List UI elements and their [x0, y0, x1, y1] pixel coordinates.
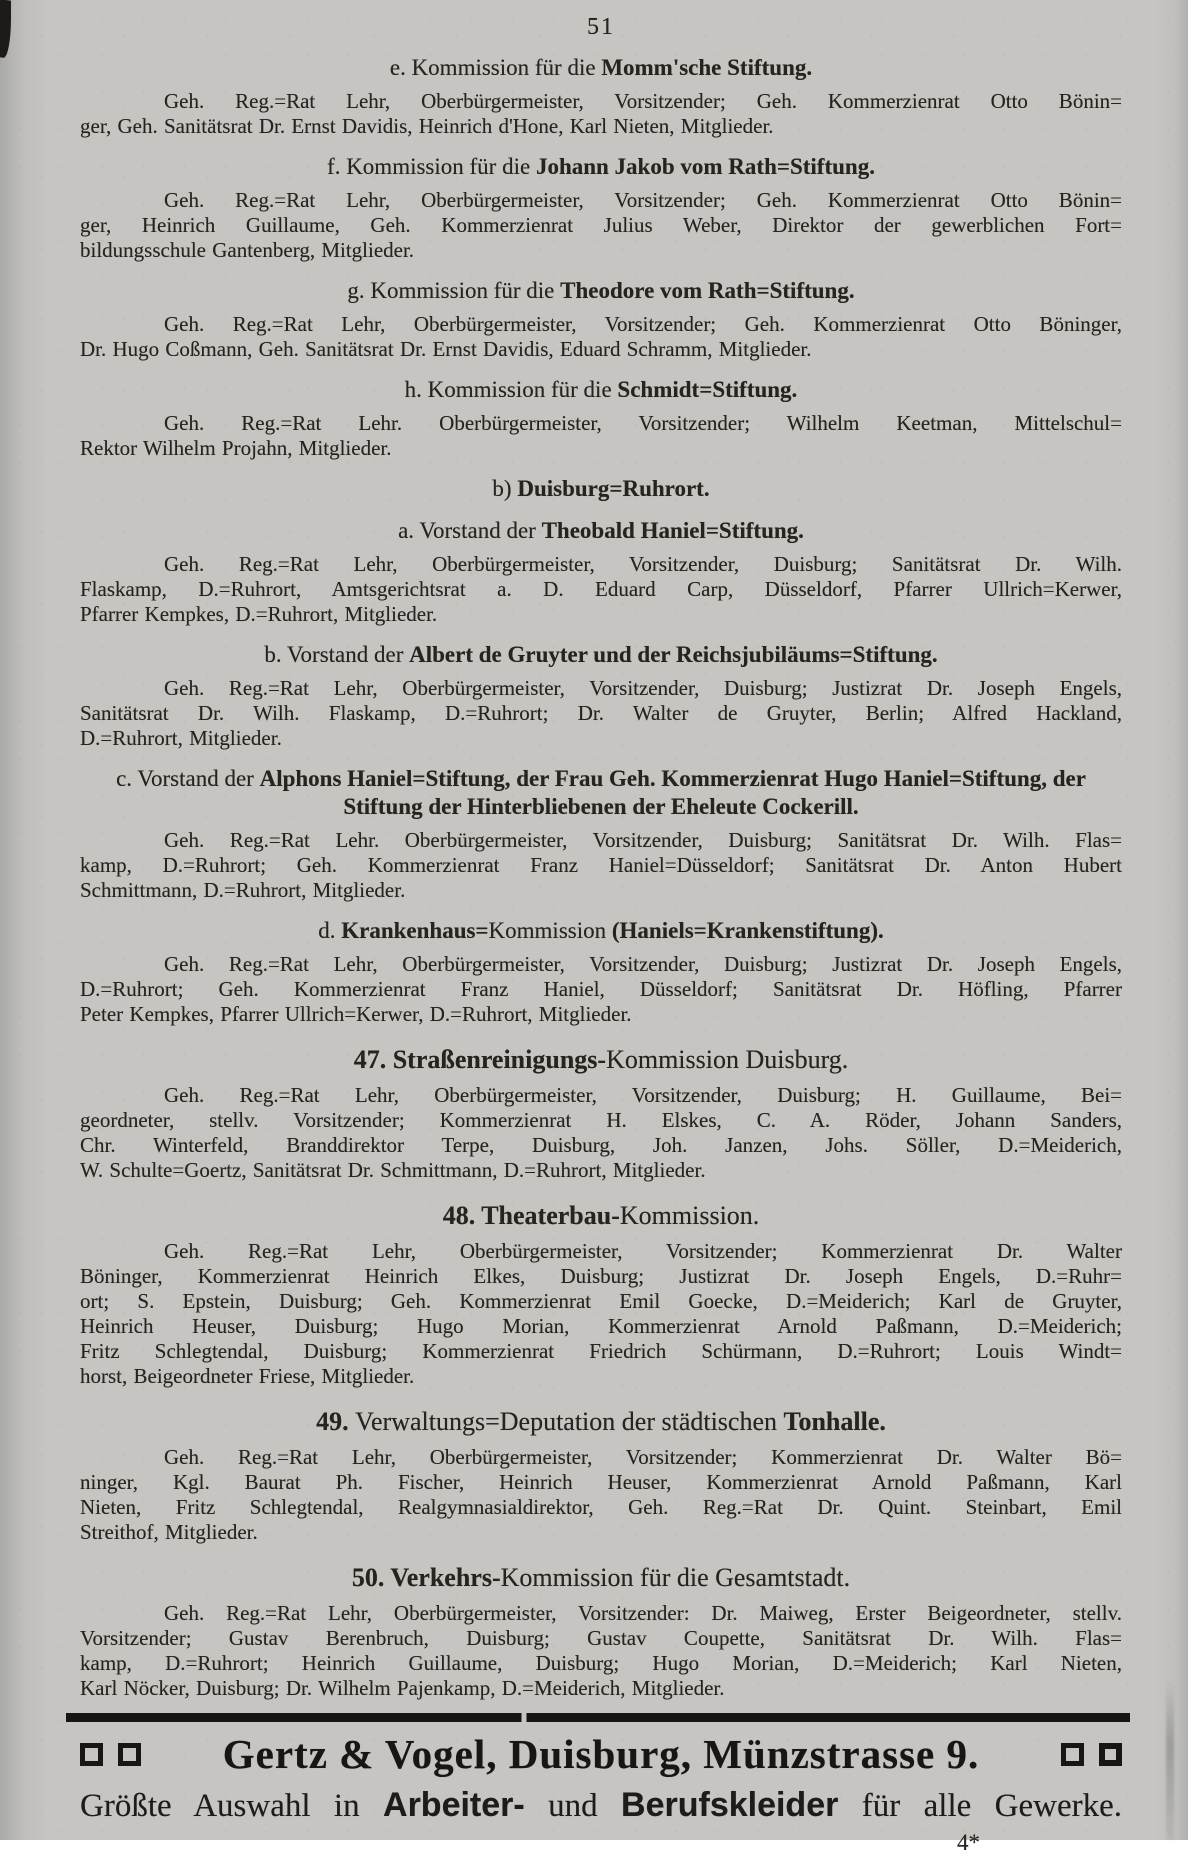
section-members-50-verkehr [80, 1601, 1122, 1701]
text-segment: 48. Theaterbau- [442, 1201, 620, 1230]
text-line: Fritz Schlegtendal, Duisburg; Kommerzienrat Friedrich Schürmann, D.=Ruhrort; Louis Windt= [80, 1339, 1122, 1363]
scan-edge-streak [1166, 1680, 1174, 1840]
text-segment: Kommission. [619, 1201, 760, 1230]
text-line: kamp, D.=Ruhrort; Heinrich Guillaume, Duisburg; Hugo Morian, D.=Meiderich; Karl Nieten, [80, 1651, 1122, 1675]
text-line: Dr. Hugo Coßmann, Geh. Sanitätsrat Dr. Ernst Davidis, Eduard Schramm, Mitglieder. [80, 337, 812, 361]
text-line: Flaskamp, D.=Ruhrort, Amtsgerichtsrat a. D. Eduard Carp, Düsseldorf, Pfarrer Ullrich=Kerwer, [80, 577, 1122, 601]
text-segment: Johann Jakob vom Rath=Stiftung. [535, 154, 875, 179]
section-heading-g [80, 277, 1122, 305]
text-line: ger, Geh. Sanitätsrat Dr. Ernst Davidis, Heinrich d'Hone, Karl Nieten, Mitglieder. [80, 114, 774, 138]
section-members-a-theobald-haniel [80, 552, 1122, 627]
text-line: D.=Ruhrort, Mitglieder. [80, 726, 282, 750]
section-members-f [80, 188, 1122, 263]
page-number: 51 [587, 14, 615, 40]
text-segment: d. [318, 918, 342, 943]
section-members-g [80, 312, 1122, 362]
text-segment: Duisburg=Ruhrort. [517, 476, 710, 501]
section-members-d-krankenhaus [80, 952, 1122, 1027]
text-line: ninger, Kgl. Baurat Ph. Fischer, Heinrich Heuser, Kommerzienrat Arnold Paßmann, Karl [80, 1470, 1122, 1494]
text-segment: 50. Verkehrs- [351, 1563, 501, 1592]
text-line: D.=Ruhrort; Geh. Kommerzienrat Franz Haniel, Düsseldorf; Sanitätsrat Dr. Höfling, Pfarrer [80, 977, 1122, 1001]
square-ornament-icon [118, 1743, 141, 1766]
text-line: Geh. Reg.=Rat Lehr. Oberbürgermeister, Vorsitzender; Wilhelm Keetman, Mittelschul= [164, 411, 1122, 435]
section-heading-c-alphons-haniel [80, 765, 1122, 821]
text-segment: (Haniels=Krankenstiftung). [611, 918, 884, 943]
text-line: Geh. Reg.=Rat Lehr, Oberbürgermeister, Vorsitzender, Duisburg; Justizrat Dr. Joseph Engels, [164, 676, 1122, 700]
text-segment: Berufskleider [621, 1786, 839, 1824]
section-members-e [80, 89, 1122, 139]
printer-signature: 4* [957, 1830, 980, 1855]
text-line: Geh. Reg.=Rat Lehr, Oberbürgermeister, Vorsitzender: Dr. Maiweg, Erster Beigeordneter, stellv. [164, 1601, 1122, 1625]
text-line: geordneter, stellv. Vorsitzender; Kommerzienrat H. Elskes, C. A. Röder, Johann Sanders, [80, 1108, 1122, 1132]
section-members-48-theaterbau [80, 1239, 1122, 1389]
section-heading-b-de-gruyter [80, 641, 1122, 669]
text-line: ger, Heinrich Guillaume, Geh. Kommerzienrat Julius Weber, Direktor der gewerblichen Fort= [80, 213, 1122, 237]
text-segment: f. Kommission für die [327, 154, 536, 179]
section-members-b-de-gruyter [80, 676, 1122, 751]
advertisement-subtitle [80, 1785, 1122, 1826]
group-heading-duisburg-ruhrort [80, 475, 1122, 503]
text-segment: Alphons Haniel=Stiftung, der Frau Geh. Kommerzienrat Hugo Haniel=Stiftung, der Stiftung der Hinterbliebenen der Eheleute Cockerill. [259, 766, 1086, 819]
section-members-c-alphons-haniel [80, 828, 1122, 903]
advertisement-title-row [80, 1731, 1122, 1777]
advertisement-rule [66, 1713, 1130, 1722]
text-segment: 49. [316, 1407, 356, 1436]
text-segment: Schmidt=Stiftung. [617, 377, 798, 402]
text-segment: e. Kommission für die [389, 55, 602, 80]
text-line: Geh. Reg.=Rat Lehr. Oberbürgermeister, Vorsitzender, Duisburg; Sanitätsrat Dr. Wilh. Flas= [164, 828, 1122, 852]
square-ornament-icon [80, 1743, 103, 1766]
text-line: Geh. Reg.=Rat Lehr, Oberbürgermeister, Vorsitzender, Duisburg; Sanitätsrat Dr. Wilh. [164, 552, 1122, 576]
text-line: Nieten, Fritz Schlegtendal, Realgymnasialdirektor, Geh. Reg.=Rat Dr. Quint. Steinbart, Emil [80, 1495, 1122, 1519]
advertisement-title [141, 1731, 1061, 1777]
section-heading-48-theaterbau [80, 1202, 1122, 1230]
square-ornament-icon [1061, 1743, 1084, 1766]
square-ornament-icon [1099, 1743, 1122, 1766]
text-segment: Kommission für die Gesamtstadt. [500, 1563, 851, 1592]
section-members-h [80, 411, 1122, 461]
text-line: Geh. Reg.=Rat Lehr, Oberbürgermeister, Vorsitzender, Duisburg; Justizrat Dr. Joseph Engels, [164, 952, 1122, 976]
text-line: Chr. Winterfeld, Branddirektor Terpe, Duisburg, Joh. Janzen, Johs. Söller, D.=Meiderich, [80, 1133, 1122, 1157]
section-members-49-tonhalle [80, 1445, 1122, 1545]
text-line: Heinrich Heuser, Duisburg; Hugo Morian, Kommerzienrat Arnold Paßmann, D.=Meiderich; [80, 1314, 1122, 1338]
text-segment: a. Vorstand der [398, 518, 542, 543]
section-members-47-strassenreinigung [80, 1083, 1122, 1183]
text-line: Geh. Reg.=Rat Lehr, Oberbürgermeister, Vorsitzender; Geh. Kommerzienrat Otto Bönin= [164, 89, 1122, 113]
text-line: bildungsschule Gantenberg, Mitglieder. [80, 238, 415, 262]
text-line: Sanitätsrat Dr. Wilh. Flaskamp, D.=Ruhrort; Dr. Walter de Gruyter, Berlin; Alfred Hackland, [80, 701, 1122, 725]
section-heading-h [80, 376, 1122, 404]
section-heading-f [80, 153, 1122, 181]
section-heading-50-verkehr [80, 1564, 1122, 1592]
text-segment: Theodore vom Rath=Stiftung. [560, 278, 855, 303]
text-line: kamp, D.=Ruhrort; Geh. Kommerzienrat Franz Haniel=Düsseldorf; Sanitätsrat Dr. Anton Hubert [80, 853, 1122, 877]
text-segment: Größte Auswahl in [80, 1788, 384, 1824]
text-line: Geh. Reg.=Rat Lehr, Oberbürgermeister, Vorsitzender; Geh. Kommerzienrat Otto Bönin= [164, 188, 1122, 212]
ornament-squares-left [80, 1743, 141, 1766]
text-line: Karl Nöcker, Duisburg; Dr. Wilhelm Pajenkamp, D.=Meiderich, Mitglieder. [80, 1676, 725, 1700]
text-line: Peter Kempkes, Pfarrer Ullrich=Kerwer, D.=Ruhrort, Mitglieder. [80, 1002, 632, 1026]
section-heading-a-theobald-haniel [80, 517, 1122, 545]
text-segment: Gertz & Vogel, Duisburg, Münzstrasse 9. [222, 1731, 980, 1777]
text-segment: Krankenhaus= [341, 918, 489, 943]
section-heading-49-tonhalle [80, 1408, 1122, 1436]
text-segment: Tonhalle. [783, 1407, 886, 1436]
text-line: Pfarrer Kempkes, D.=Ruhrort, Mitglieder. [80, 602, 438, 626]
text-segment: Kommission [488, 918, 612, 943]
text-line: Vorsitzender; Gustav Berenbruch, Duisburg; Gustav Coupette, Sanitätsrat Dr. Wilh. Flas= [80, 1626, 1122, 1650]
text-segment: b) [492, 476, 518, 501]
text-segment: 47. Straßenreinigungs- [353, 1045, 607, 1074]
text-segment: und [524, 1788, 622, 1824]
text-line: Geh. Reg.=Rat Lehr, Oberbürgermeister, Vorsitzender; Kommerzienrat Dr. Walter Bö= [164, 1445, 1122, 1469]
text-segment: h. Kommission für die [404, 377, 618, 402]
text-line: horst, Beigeordneter Friese, Mitglieder. [80, 1364, 415, 1388]
text-line: Streithof, Mitglieder. [80, 1520, 258, 1544]
text-segment: Arbeiter- [383, 1786, 525, 1824]
text-line: Schmittmann, D.=Ruhrort, Mitglieder. [80, 878, 406, 902]
text-segment: für alle Gewerke. [838, 1788, 1123, 1824]
text-segment: Momm'sche Stiftung. [601, 55, 813, 80]
text-segment: g. Kommission für die [347, 278, 561, 303]
text-segment: Theobald Haniel=Stiftung. [541, 518, 804, 543]
advertisement [80, 1713, 1122, 1826]
text-segment: c. Vorstand der [116, 766, 260, 791]
section-heading-47-strassenreinigung [80, 1046, 1122, 1074]
text-line: Rektor Wilhelm Projahn, Mitglieder. [80, 436, 392, 460]
text-line: Geh. Reg.=Rat Lehr, Oberbürgermeister, Vorsitzender, Duisburg; H. Guillaume, Bei= [164, 1083, 1122, 1107]
text-line: W. Schulte=Goertz, Sanitätsrat Dr. Schmittmann, D.=Ruhrort, Mitglieder. [80, 1158, 706, 1182]
section-heading-e [80, 54, 1122, 82]
text-segment: Albert de Gruyter und der Reichsjubiläums=Stiftung. [409, 642, 938, 667]
text-line: Geh. Reg.=Rat Lehr, Oberbürgermeister, Vorsitzender; Kommerzienrat Dr. Walter [164, 1239, 1122, 1263]
section-heading-d-krankenhaus [80, 917, 1122, 945]
text-segment: Verwaltungs=Deputation der städtischen [355, 1407, 784, 1436]
text-line: ort; S. Epstein, Duisburg; Geh. Kommerzienrat Emil Goecke, D.=Meiderich; Karl de Gruyter, [80, 1289, 1122, 1313]
text-line: Böninger, Kommerzienrat Heinrich Elkes, Duisburg; Justizrat Dr. Joseph Engels, D.=Ruhr= [80, 1264, 1122, 1288]
text-segment: Kommission Duisburg. [606, 1045, 849, 1074]
text-line: Geh. Reg.=Rat Lehr, Oberbürgermeister, Vorsitzender; Geh. Kommerzienrat Otto Böninger, [164, 312, 1122, 336]
ornament-squares-right [1061, 1743, 1122, 1766]
text-segment: b. Vorstand der [264, 642, 410, 667]
